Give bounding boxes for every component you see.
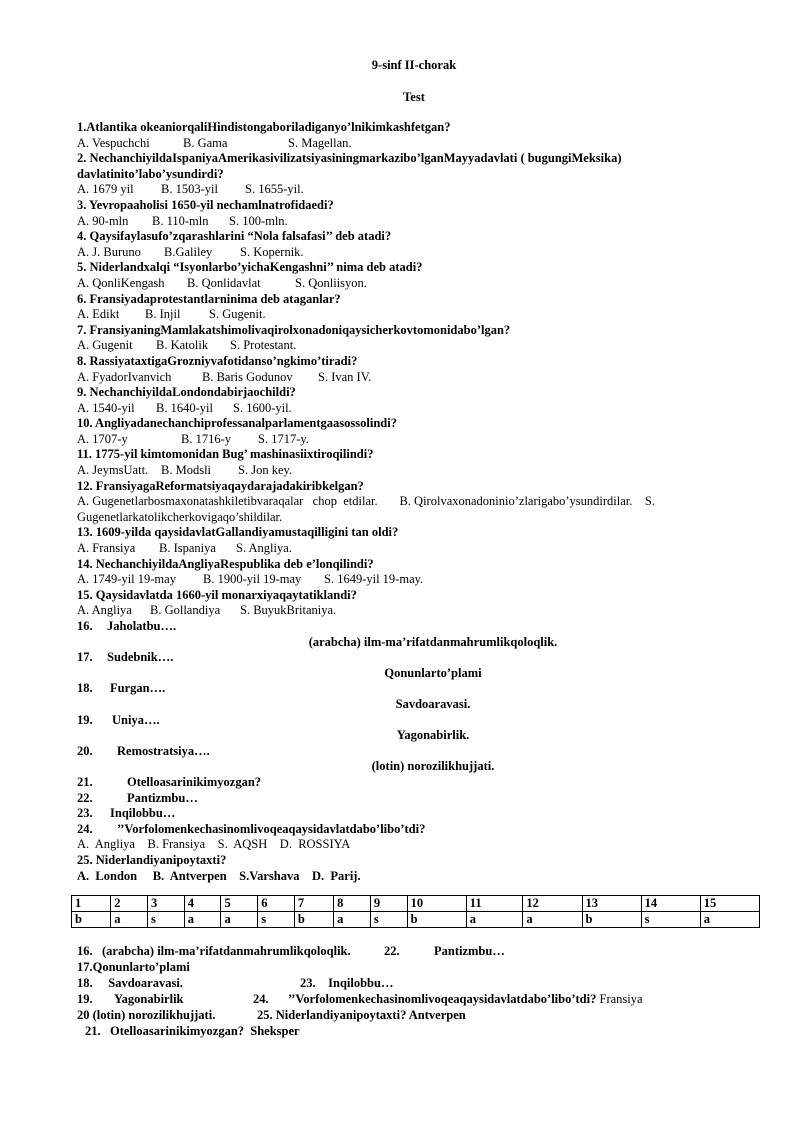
option: B. 1503-yil <box>161 182 218 197</box>
option: B. Modsli <box>161 463 212 478</box>
option: S. Kopernik. <box>240 244 304 259</box>
key-number: 10 <box>407 896 466 912</box>
key-number: 11 <box>466 896 523 912</box>
answer-options <box>77 338 767 354</box>
definition-answer: (lotin) norozilikhujjati. <box>371 759 495 774</box>
answer-options <box>77 572 767 588</box>
definition-answer: Yagonabirlik. <box>396 728 470 743</box>
answer-options <box>77 136 767 152</box>
option: S. Jon key. <box>238 463 293 478</box>
option: A. Vespuchchi <box>77 135 150 150</box>
answer-key-table <box>71 895 760 928</box>
option: A. J. Buruno <box>77 244 141 259</box>
question-text: 4. Qaysifaylasufo’zqarashlarini “Nola falsafasi’’ deb atadi? <box>77 229 392 244</box>
question-text: 1.Atlantika okeaniorqaliHindistongaboriladiganyo’lnikimkashfetgan? <box>77 120 451 134</box>
option: A. 90-mln <box>77 213 129 228</box>
key-number: 1 <box>72 896 111 912</box>
key-letter: s <box>641 912 700 928</box>
option: S. BuyukBritaniya. <box>240 603 337 618</box>
option: B. Katolik <box>156 338 209 353</box>
option: B. Gollandiya <box>150 603 221 618</box>
question-text-continued: davlatinito’labo’ysundirdi? <box>77 166 224 181</box>
option: A. 1749-yil 19-may <box>77 572 176 587</box>
key-letter: a <box>111 912 148 928</box>
answer-options <box>77 182 767 198</box>
key-number: 4 <box>184 896 221 912</box>
option: B. Baris Godunov <box>202 369 293 384</box>
key-letter: s <box>147 912 184 928</box>
option: S. 1600-yil. <box>233 400 292 415</box>
definition-term: 18. Furgan…. <box>77 681 166 696</box>
key-number: 3 <box>147 896 184 912</box>
key-letter: a <box>184 912 221 928</box>
key-letter: b <box>72 912 111 928</box>
question-text: 14. NechanchiyildaAngliyaRespublika deb e’lonqilindi? <box>77 556 374 571</box>
open-question: 21. Otelloasarinikimyozgan? <box>77 774 262 789</box>
definition-answer: Qonunlarto’plami <box>384 665 482 680</box>
question-text: 10. Angliyadanechanchiprofessanalparlamentgaasossolindi? <box>77 416 397 431</box>
option: A. JeymsUatt. <box>77 463 149 478</box>
option: B.Galiley <box>164 244 213 259</box>
key-letter: b <box>407 912 466 928</box>
open-question: 22. Pantizmbu… <box>77 790 198 805</box>
key-number: 9 <box>370 896 407 912</box>
option: A. QonliKengash <box>77 275 165 290</box>
option: S. Magellan. <box>288 135 352 150</box>
option: B. Qonlidavlat <box>187 275 261 290</box>
answer-line: 17.Qonunlarto’plami <box>77 960 190 974</box>
option: A. Edikt <box>77 307 120 322</box>
answer-line: 20 (lotin) norozilikhujjati. 25. Niderlandiyanipoytaxti? Antverpen <box>77 1008 466 1022</box>
option: A. 1540-yil <box>77 400 135 415</box>
definition-answer: (arabcha) ilm-ma’rifatdanmahrumlikqoloqlik. <box>308 634 558 649</box>
answer-options: A. Gugenetlarbosmaxonatashkiletibvaraqalar chop etdilar. B. Qirolvaxonadoninio’zlarigabo’ysundirdilar. S. <box>77 494 655 509</box>
option: A. Gugenit <box>77 338 133 353</box>
answer-options <box>77 307 767 323</box>
option: A. Angliya <box>77 603 132 618</box>
answer-options <box>77 463 767 479</box>
answer-options <box>77 245 767 261</box>
option: B. 110-mln <box>152 213 209 228</box>
answer-line: 19. Yagonabirlik 24. ’’Vorfolomenkechasinomlivoqeaqaysidavlatdabo’libo’tdi? Fransiya <box>77 992 643 1006</box>
option: B. Gama <box>183 135 228 150</box>
key-number: 5 <box>221 896 258 912</box>
document-title: 9-sinf II-chorak <box>371 58 457 72</box>
key-number: 7 <box>294 896 333 912</box>
open-question: 23. Inqilobbu… <box>77 806 176 821</box>
option: S. 1655-yil. <box>245 182 304 197</box>
key-letter: s <box>370 912 407 928</box>
question-text: 2. NechanchiyildaIspaniyaAmerikasivilizatsiyasiningmarkazibo’lganMayyadavlati ( bugungiMeksika) <box>77 151 622 166</box>
answer-options <box>77 214 767 230</box>
key-letter: s <box>258 912 295 928</box>
answer-options <box>77 401 767 417</box>
question-text: 11. 1775-yil kimtomonidan Bug’ mashinasiixtiroqilindi? <box>77 447 374 462</box>
answer-options <box>77 276 767 292</box>
key-number: 15 <box>700 896 759 912</box>
option: S. Protestant. <box>230 338 297 353</box>
answer-options: A. Angliya B. Fransiya S. AQSH D. ROSSIYA <box>77 837 351 852</box>
key-letter: a <box>221 912 258 928</box>
option: S. Angliya. <box>236 541 292 556</box>
answer-line: 21. Otelloasarinikimyozgan? Shekspeг <box>85 1024 300 1038</box>
option: S. Gugenit. <box>209 307 266 322</box>
question-text: 15. Qaysidavlatda 1660-yil monarxiyaqaytatiklandi? <box>77 587 357 602</box>
option: S. 1717-y. <box>258 431 309 446</box>
open-question: 24. ’’Vorfolomenkechasinomlivoqeaqaysidavlatdabo’libo’tdi? <box>77 821 426 836</box>
answer-key-numbers-row <box>72 896 760 912</box>
answer-options-continued: Gugenetlarkatolikcherkovigaqo’shildilar. <box>77 509 283 524</box>
definition-answer: Savdoaravasi. <box>395 696 471 711</box>
open-question: 25. Niderlandiyanipoytaxti? <box>77 852 227 867</box>
question-text: 7. FransiyaningMamlakatshimolivaqirolxonadoniqaysicherkovtomonidabo’lgan? <box>77 322 511 337</box>
answer-options <box>77 370 767 386</box>
option: S. Qonliisyon. <box>295 275 367 290</box>
answer-line: 18. Savdoaravasi. 23. Inqilobbu… <box>77 976 394 990</box>
question-text: 13. 1609-yilda qaysidavlatGallandiyamustaqilligini tan oldi? <box>77 525 399 540</box>
option: B. Ispaniya <box>159 541 216 556</box>
question-text: 5. Niderlandxalqi “Isyonlarbo’yichaKengashni’’ nima deb atadi? <box>77 260 423 275</box>
answer-options <box>77 541 767 557</box>
key-letter: a <box>334 912 371 928</box>
option: B. 1900-yil 19-may <box>203 572 302 587</box>
key-number: 2 <box>111 896 148 912</box>
key-letter: b <box>582 912 641 928</box>
answer-line: 16. (arabcha) ilm-ma’rifatdanmahrumlikqoloqlik. 22. Pantizmbu… <box>77 944 505 958</box>
option: S. 100-mln. <box>229 213 288 228</box>
definition-term: 16. Jaholatbu…. <box>77 619 177 633</box>
option: S. 1649-yil 19-may. <box>324 572 424 587</box>
document-subtitle: Test <box>403 90 425 104</box>
answers-section <box>77 943 777 1039</box>
option: A. Fransiya <box>77 541 136 556</box>
key-letter: b <box>294 912 333 928</box>
question-text: 9. NechanchiyildaLondondabirjaochildi? <box>77 385 296 400</box>
question-text: 12. FransiyagaReformatsiyaqaydarajadakiribkelgan? <box>77 478 364 493</box>
key-number: 8 <box>334 896 371 912</box>
question-text: 6. Fransiyadaprotestantlarninima deb ataganlar? <box>77 291 341 306</box>
option: S. Ivan IV. <box>318 369 372 384</box>
key-number: 12 <box>523 896 582 912</box>
key-number: 13 <box>582 896 641 912</box>
option: A. 1679 yil <box>77 182 134 197</box>
option: B. Injil <box>145 307 181 322</box>
question-list <box>77 120 767 884</box>
question-text: 8. RassiyataxtigaGrozniyvafotidanso’ngkimo’tiradi? <box>77 353 358 368</box>
question-text: 3. Yevropaaholisi 1650-yil nechamlnatrofidaedi? <box>77 197 334 212</box>
definition-term: 20. Remostratsiya…. <box>77 743 210 758</box>
answer-options: A. London B. Antverpen S.Varshava D. Parij. <box>77 868 361 883</box>
option: A. FyadorIvanvich <box>77 369 172 384</box>
key-letter: a <box>700 912 759 928</box>
answer-options <box>77 603 767 619</box>
answer-options <box>77 432 767 448</box>
definition-term: 17. Sudebnik…. <box>77 650 174 665</box>
option: B. 1716-y <box>181 431 231 446</box>
key-letter: a <box>523 912 582 928</box>
definition-term: 19. Uniya…. <box>77 712 160 727</box>
key-number: 6 <box>258 896 295 912</box>
key-number: 14 <box>641 896 700 912</box>
answer-key-letters-row <box>72 912 760 928</box>
key-letter: a <box>466 912 523 928</box>
option: A. 1707-y <box>77 431 128 446</box>
option: B. 1640-yil <box>156 400 213 415</box>
